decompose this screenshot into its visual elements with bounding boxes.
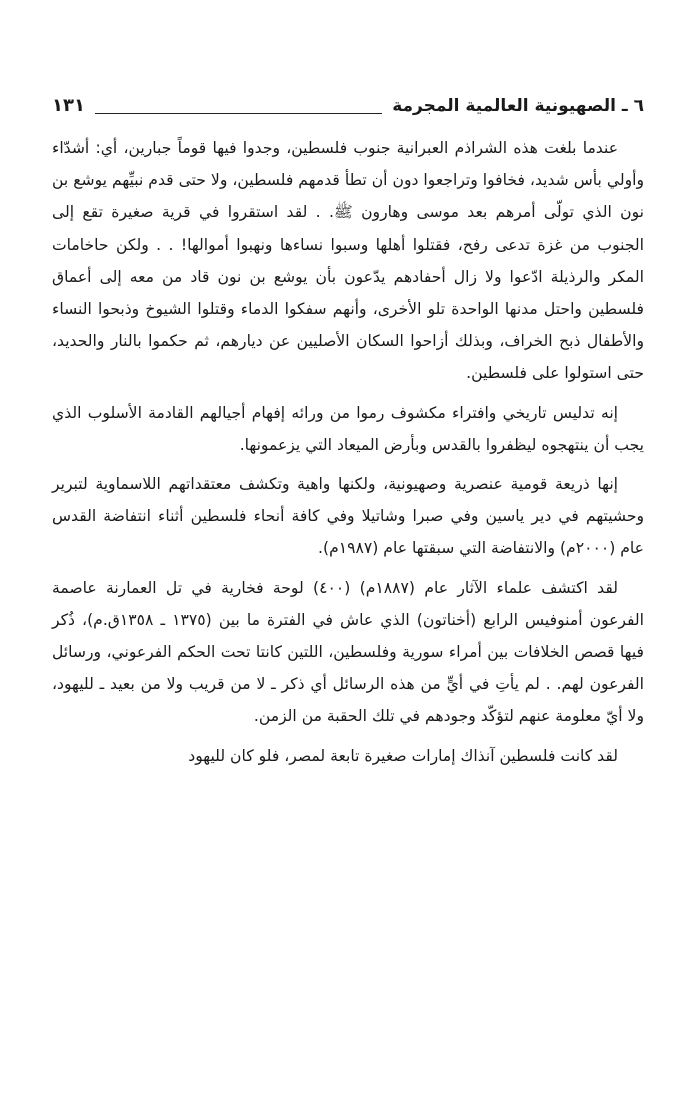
chapter-title: ٦ ـ الصهيونية العالمية المجرمة: [392, 96, 644, 116]
body-text: [52, 132, 644, 772]
book-page: [52, 84, 644, 779]
header-rule: [95, 113, 382, 114]
page-number: ١٣١: [52, 95, 85, 116]
paragraph-4: لقد اكتشف علماء الآثار عام (١٨٨٧م) (٤٠٠) لوحة فخارية في تل العمارنة عاصمة الفرعون أمنوفيس الرابع (أخناتون) الذي عاش في الفترة ما بين (١٣٧٥ ـ ١٣٥٨ق.م)، ذُكر فيها قصص الخلافات بين أمراء سورية وفلسطين، اللتين كانتا تحت الحكم الفرعوني، ورسائل الفرعون لهم. . لم يأتِ في أيٍّ من هذه الرسائل أي ذكر ـ لا من قريب ولا من بعيد ـ لليهود، ولا أيّ معلومة عنهم لتؤكّد وجودهم في تلك الحقبة من الزمن.: [52, 578, 644, 726]
running-header: [52, 84, 644, 118]
paragraph-3: إنها ذريعة قومية عنصرية وصهيونية، ولكنها واهية وتكشف معتقداتهم اللاسماوية لتبرير وحشيتهم في دير ياسين وفي صبرا وشاتيلا وفي كافة أنحاء فلسطين أثناء انتفاضة القدس عام (٢٠٠٠م) والانتفاضة التي سبقتها عام (١٩٨٧م).: [52, 475, 644, 558]
paragraph-5: لقد كانت فلسطين آنذاك إمارات صغيرة تابعة لمصر، فلو كان لليهود: [188, 746, 618, 765]
paragraph-2: إنه تدليس تاريخي وافتراء مكشوف رموا من ورائه إفهام أجيالهم القادمة الأسلوب الذي يجب أن ينتهجوه ليظفروا بالقدس وبأرض الميعاد التي يزعمونها.: [52, 403, 644, 454]
paragraph-1: عندما بلغت هذه الشراذم العبرانية جنوب فلسطين، وجدوا فيها قوماً جبارين، أي: أشدّاء وأولي بأس شديد، فخافوا وتراجعوا دون أن تطأ قدمهم فلسطين، ولا حتى قدم نبيِّهم يوشع بن نون الذي تولّى أمرهم بعد موسى وهارون ﷺ. . لقد استقروا في قرية صغيرة تقع إلى الجنوب من غزة تدعى رفح، فقتلوا أهلها وسبوا نساءها ونهبوا أموالها! . . ولكن حاخامات المكر والرذيلة ادّعوا ولا زال أحفادهم يدّعون بأن يوشع بن نون قاد من معه إلى أعماق فلسطين واحتل مدنها الواحدة تلو الأخرى، وأنهم سفكوا الدماء وقتلوا الشيوخ وذبحوا النساء والأطفال ذبح الخراف، وبذلك أزاحوا السكان الأصليين عن ديارهم، ثم حكموا بالنار والحديد، حتى استولوا على فلسطين.: [52, 139, 644, 383]
